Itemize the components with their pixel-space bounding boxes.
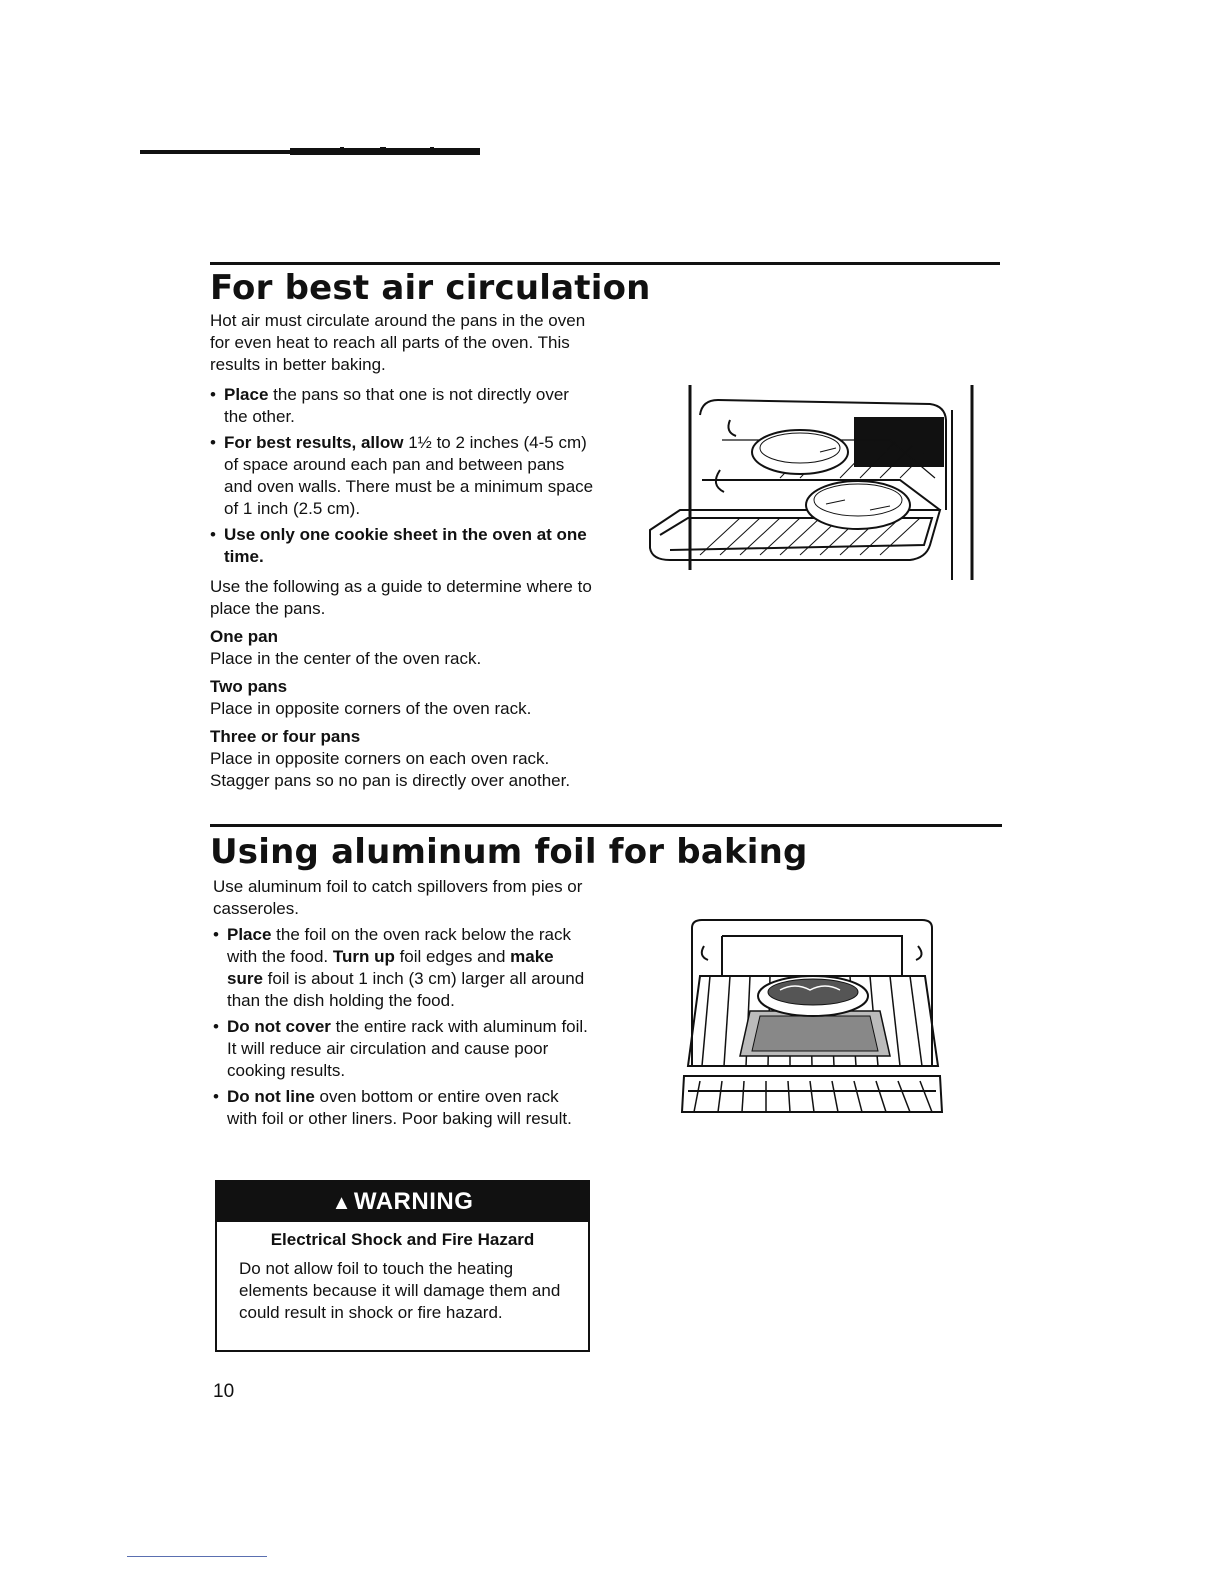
- subsection-text: Place in opposite corners on each oven rack. Stagger pans so no pan is directly over another.: [210, 749, 571, 790]
- intro-paragraph: Use aluminum foil to catch spillovers from pies or casseroles.: [213, 877, 583, 918]
- warning-header: [217, 1182, 588, 1222]
- subsection-text: Place in the center of the oven rack.: [210, 649, 482, 668]
- bullet-item: • Do not line oven bottom or entire oven rack with foil or other liners. Poor baking will result.: [213, 1087, 572, 1128]
- intro-paragraph: Hot air must circulate around the pans in the oven for even heat to reach all parts of the oven. This results in better baking.: [210, 311, 586, 374]
- section-title-aluminum-foil: Using aluminum foil for baking: [210, 832, 808, 872]
- warning-body: Do not allow foil to touch the heating elements because it will damage them and could result in shock or fire hazard.: [239, 1259, 561, 1322]
- warning-label: WARNING: [353, 1188, 474, 1215]
- air-circulation-text: [210, 310, 595, 792]
- page-number: 10: [213, 1381, 235, 1402]
- warning-box: [215, 1180, 590, 1352]
- warning-title: Electrical Shock and Fire Hazard: [270, 1230, 535, 1249]
- oven-two-pans-illustration: [640, 380, 980, 585]
- section-title-air-circulation: For best air circulation: [210, 268, 651, 308]
- oven-foil-rack-illustration: [680, 916, 945, 1121]
- section-rule: [210, 262, 1000, 265]
- subheading: One pan: [210, 627, 279, 646]
- guide-paragraph: Use the following as a guide to determine where to place the pans.: [210, 577, 592, 618]
- warning-triangle-icon: ▲: [331, 1192, 352, 1214]
- aluminum-foil-text: [213, 876, 588, 1130]
- footer-line: [127, 1556, 267, 1557]
- bullet-item: • Place the pans so that one is not directly over the other.: [210, 385, 569, 426]
- section-rule: [210, 824, 1002, 827]
- bullet-item: • Place the foil on the oven rack below the rack with the food. Turn up foil edges and make sure foil is about 1 inch (3 cm) larger all around than the dish holding the food.: [213, 925, 585, 1010]
- bullet-item: • For best results, allow 1½ to 2 inches (4-5 cm) of space around each pan and between pans and oven walls. There must be a minimum space of 1 inch (2.5 cm).: [210, 433, 594, 518]
- subsection-text: Place in opposite corners of the oven rack.: [210, 699, 532, 718]
- subheading: Three or four pans: [210, 727, 361, 746]
- header-bar: [140, 147, 480, 156]
- subheading: Two pans: [210, 677, 288, 696]
- bullet-item: • Do not cover the entire rack with aluminum foil. It will reduce air circulation and cause poor cooking results.: [213, 1017, 588, 1080]
- bullet-item: • Use only one cookie sheet in the oven at one time.: [210, 525, 587, 566]
